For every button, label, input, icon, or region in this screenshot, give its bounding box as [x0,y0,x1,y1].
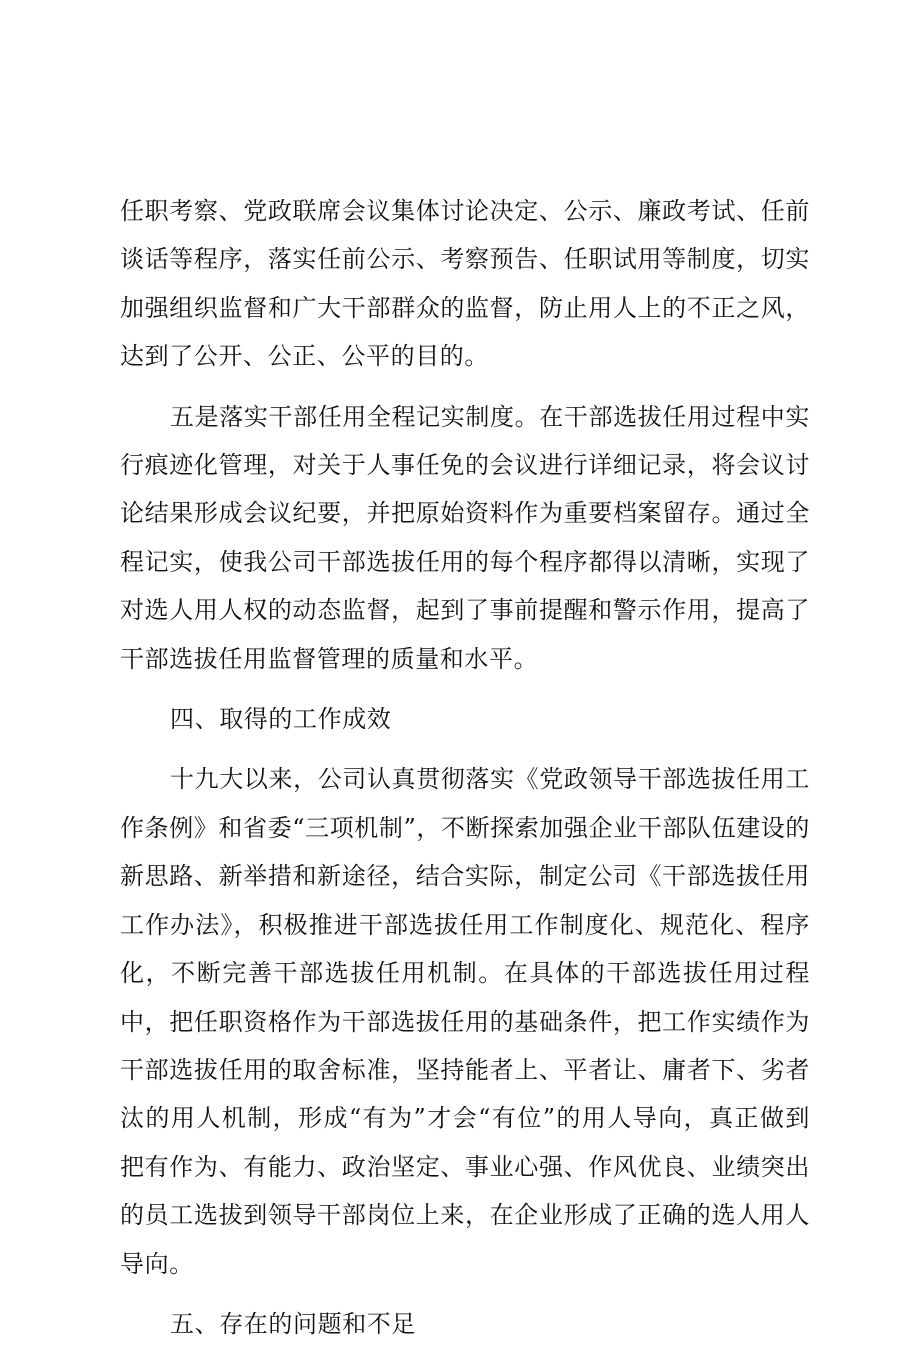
paragraph-achievements: 十九大以来，公司认真贯彻落实《党政领导干部选拔任用工作条例》和省委“三项机制”，不断探索加强企业干部队伍建设的新思路、新举措和新途径，结合实际，制定公司《干部选拔任用工作办法》，积极推进干部选拔任用工作制度化、规范化、程序化，不断完善干部选拔任用机制。在具体的干部选拔任用过程中，把任职资格作为干部选拔任用的基础条件，把工作实绩作为干部选拔任用的取舍标准，坚持能者上、平者让、庸者下、劣者汰的用人机制，形成“有为”才会“有位”的用人导向，真正做到把有作为、有能力、政治坚定、事业心强、作风优良、业绩突出的员工选拔到领导干部岗位上来，在企业形成了正确的选人用人导向。 [120,765,810,1278]
document-body [120,187,810,1348]
paragraph-cadre-record-system: 五是落实干部任用全程记实制度。在干部选拔任用过程中实行痕迹化管理，对关于人事任免的会议进行详细记录，将会议讨论结果形成会议纪要，并把原始资料作为重要档案留存。通过全程记实，使我公司干部选拔任用的每个程序都得以清晰，实现了对选人用人权的动态监督，起到了事前提醒和警示作用，提高了干部选拔任用监督管理的质量和水平。 [120,402,810,673]
paragraph-continued: 任职考察、党政联席会议集体讨论决定、公示、廉政考试、任前谈话等程序，落实任前公示、考察预告、任职试用等制度，切实加强组织监督和广大干部群众的监督，防止用人上的不正之风，达到了公开、公正、公平的目的。 [120,197,810,371]
section-heading-achievements: 四、取得的工作成效 [170,705,392,734]
section-heading-problems: 五、存在的问题和不足 [170,1309,416,1338]
